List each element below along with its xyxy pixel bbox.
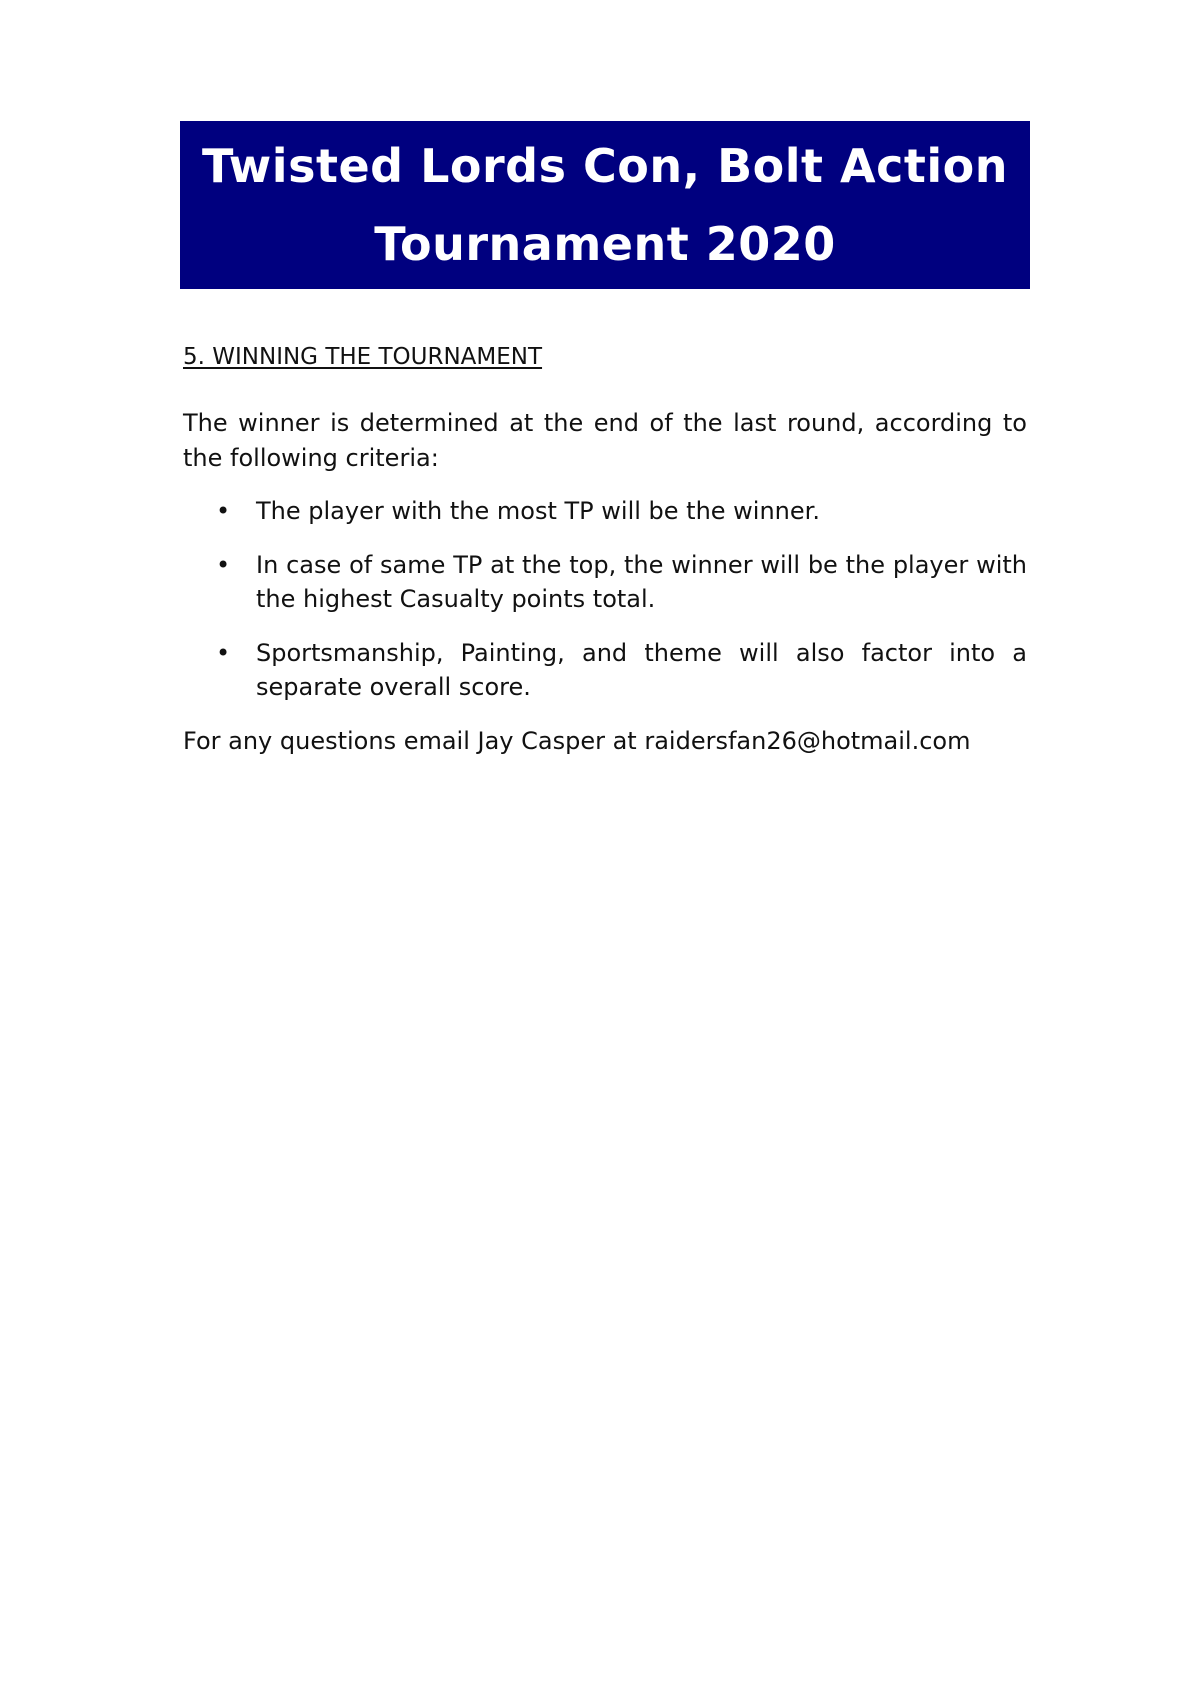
criteria-text: In case of same TP at the top, the winner will be the player with the highest Casualty points total. bbox=[256, 551, 1027, 613]
document-content bbox=[183, 340, 1027, 759]
bullet-icon: • bbox=[216, 497, 231, 525]
title-line-2: Tournament 2020 bbox=[374, 217, 836, 271]
title-banner bbox=[180, 121, 1030, 289]
list-item bbox=[183, 494, 1027, 528]
contact-line: For any questions email Jay Casper at raidersfan26@hotmail.com bbox=[183, 727, 971, 755]
criteria-text: The player with the most TP will be the winner. bbox=[256, 497, 820, 525]
bullet-icon: • bbox=[216, 639, 231, 667]
list-item bbox=[183, 636, 1027, 704]
criteria-list bbox=[183, 494, 1027, 704]
intro-paragraph: The winner is determined at the end of the last round, according to the following criteria: bbox=[183, 409, 1027, 472]
list-item bbox=[183, 548, 1027, 616]
section-heading: 5. WINNING THE TOURNAMENT bbox=[183, 344, 543, 370]
criteria-text: Sportsmanship, Painting, and theme will also factor into a separate overall score. bbox=[256, 639, 1027, 701]
title-line-1: Twisted Lords Con, Bolt Action bbox=[201, 139, 1009, 193]
bullet-icon: • bbox=[216, 551, 231, 579]
